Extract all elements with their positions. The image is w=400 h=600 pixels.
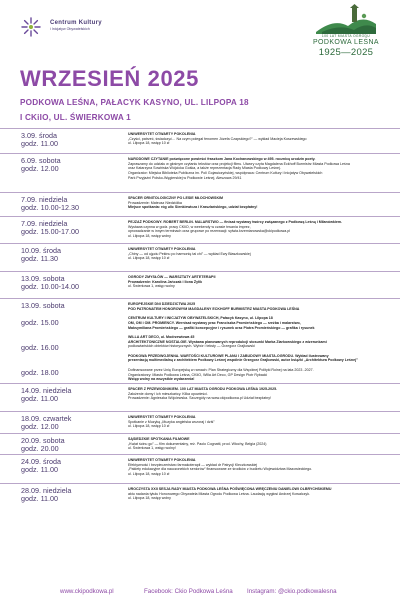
event-date-line: godz. 15.00 xyxy=(21,317,59,327)
footer-website-link[interactable]: www.ckipodkowa.pl xyxy=(60,588,114,595)
event-date-line: 13.09. sobota xyxy=(21,274,65,283)
event-row xyxy=(0,433,400,454)
event-description xyxy=(128,437,383,451)
event-row xyxy=(0,411,400,433)
event-description-line: Miejsce spotkania: róg ulic Sienkiewicza i Kraszlańskiego, udział bezpłatny! xyxy=(128,205,258,210)
event-row xyxy=(0,128,400,153)
event-description-line: ul. Świerkowa 1, wstęp wolny xyxy=(128,284,175,289)
ckiio-logo xyxy=(20,16,170,40)
event-date xyxy=(21,220,113,237)
event-description-line: Założenie domy i ich mieszkańcy. Kilka opowieści. xyxy=(128,391,208,396)
event-row xyxy=(0,298,400,383)
event-date xyxy=(21,157,113,174)
event-date-line: 7.09. niedziela xyxy=(21,219,68,228)
event-date-line: 14.09. niedziela xyxy=(21,386,72,395)
event-description xyxy=(128,157,383,181)
venue-line-1: PODKOWA LEŚNA, PAŁACYK KASYNO, UL. LILPOPA 18 xyxy=(20,98,249,107)
event-row xyxy=(0,192,400,216)
event-description-line: aktu nadania tytułu Honorowego Obywatela Miasta Ogrodu Podkowa Leśna. Laudację wygłosi Andrzej Kowalczyk. xyxy=(128,491,310,496)
event-description-line: Park Przyjaźni Polsko-Węgierskiej w Podkowie Leśnej, Aleszowa 29/41 xyxy=(128,175,242,180)
event-description xyxy=(128,196,383,210)
event-date xyxy=(21,275,113,292)
event-description-line: „Chiny — od ujęciu Pekinu po harmonię tai chi” — wykład Ewy Błaszkowskiej xyxy=(128,251,251,256)
event-date-line: 18.09. czwartek xyxy=(21,414,72,423)
event-date xyxy=(21,487,113,504)
centenary-years: 1925—2025 xyxy=(318,47,374,58)
event-date xyxy=(21,302,113,378)
garden-city-emblem-icon xyxy=(314,4,378,34)
event-date-line xyxy=(21,327,113,335)
event-description-line: Efektywność i bezpieczeństwo farmakoterapii — wykład dr Patrycji Kleczkowskiej xyxy=(128,462,258,467)
event-description-line: SĄSIEDZKIE SPOTKANIA FILMOWE xyxy=(128,437,190,441)
event-description-line: „Kwiat ścinu go” — film dokumentalny, reż. Paolo Cognatti, prod. Włochy, Belgia (2024) xyxy=(128,441,267,446)
event-description-line: UNIWERSYTET OTWARTY POKOLENIA xyxy=(128,458,196,462)
event-description xyxy=(128,415,383,429)
event-description xyxy=(128,220,383,239)
event-date-line: 7.09. niedziela xyxy=(21,195,68,204)
event-description-line: ul. Lilpopa 18, wstęp 10 zł xyxy=(128,141,170,146)
event-description-line: SPACER Z PRZEWODNIKIEM. 100 LAT MIASTA OGRODU PODKOWA LEŚNA 1925-2025. xyxy=(128,387,278,391)
event-date xyxy=(21,387,113,404)
event-description-line: Prowadzenie: Agnieszka Wójciewska. Szczegóły na www.ckipodkowa.pl Udział bezpłatny! xyxy=(128,396,272,401)
event-row xyxy=(0,383,400,411)
event-date xyxy=(21,247,113,264)
event-description-line: ARCHITEKTONICZNE NOSTALGIE. Wystawa planowanych reprodukcji stosunki Marka Ziarkowskiego z wizerunkami xyxy=(128,339,327,344)
event-description-line: Wystawa czynna w godz. pracy CKIiO, w weekendy w czasie trwania imprez, xyxy=(128,224,251,229)
event-description-line: „Czyści, patrzeć, świadczyć… Na czym polegał fenomen Józefa Czapskiego?” — wykład Macieja Koszewskiego xyxy=(128,136,307,141)
event-description xyxy=(128,487,383,501)
event-date-line: 13.09. sobota xyxy=(21,301,65,310)
event-date xyxy=(21,196,113,213)
event-description xyxy=(128,132,383,146)
event-description-line: UNIWERSYTET OTWARTY POKOLENIA xyxy=(128,132,196,136)
footer-facebook-link[interactable]: Facebook: Ckio Podkowa Leśna xyxy=(144,588,233,595)
event-date xyxy=(21,415,113,432)
centenary-logo xyxy=(296,4,396,68)
venue-line-2: I CKiIO, UL. ŚWIERKOWA 1 xyxy=(20,113,131,122)
event-description-line: podkowiańskich obiektów historycznych. Wybór i teksty — Grzegorz Grajkowski xyxy=(128,344,255,349)
header xyxy=(0,0,400,68)
logo-tagline: i Inicjatyw Obywatelskich xyxy=(50,27,90,31)
event-description-line: oprowadzanie w innym terminach oraz grupowe po rezerwacji: sylwia.krzemianowska@ckipodkowa.pl xyxy=(128,229,291,234)
event-description-line: UROCZYSTA XXII SESJA RADY MIASTA PODKOWA LEŚNA POŚWIĘCONA WRĘCZENIU DANIELOWI OLBRYCHSKIEMU xyxy=(128,487,332,491)
event-description-line: POD PATRONATEM HONOROWYM MAGDALENY ECKHOFF BURMISTRZ MIASTA PODKOWA LEŚNA xyxy=(128,306,300,311)
event-date-line: godz. 11.00 xyxy=(21,494,59,504)
event-description-line: Maksymiliana Promieńskiego — grafiki koncepcyjne i rysunek oraz Piotra Promieńskiego — grafika i rysunek xyxy=(128,325,315,330)
event-date-line: 3.09. środa xyxy=(21,131,57,140)
event-description-line: SPACER ORNITOLOGICZNY PO LESIE MŁOCHOWSKIM xyxy=(128,196,224,200)
event-description-line: OGRODY ZMYSŁÓW — WARSZTATY ARTETERAPII xyxy=(128,275,216,279)
event-description-line: Prowadzenie: Mateusz Niedziółka xyxy=(128,200,182,205)
event-description-line: ul. Lilpopa 18, wstęp wolny xyxy=(128,234,171,239)
event-date-line: godz. 15.00-17.00 xyxy=(21,227,79,237)
event-date-line: godz. 11.30 xyxy=(21,254,59,264)
event-description-line: WILLA ART DECO, ul. Modrzewiowa 45 xyxy=(128,334,195,339)
event-date-line xyxy=(21,352,113,360)
sunburst-icon xyxy=(20,16,42,38)
event-date-line: godz. 11.00 xyxy=(21,394,59,404)
event-date-line: 28.09. niedziela xyxy=(21,486,72,495)
event-date-line: godz. 11.00 xyxy=(21,139,59,149)
event-description-line: ul. Lilpopa 18, wstęp 10 zł xyxy=(128,472,170,477)
event-date-line: 6.09. sobota xyxy=(21,156,61,165)
event-date-line: godz. 10.00-14.00 xyxy=(21,282,79,292)
event-description-line: EUROPEJSKIE DNI DZIEDZICTWA 2025 xyxy=(128,302,196,306)
event-date-line: 24.09. środa xyxy=(21,457,61,466)
event-description-line: oraz Katarzyna Sowińska Wójcicka Gośka, a także reprezentacja Rady Miasta Podkowy Leśnej. xyxy=(128,166,281,171)
event-description xyxy=(128,458,383,477)
event-description-line: UNIWERSYTET OTWARTY POKOLENIA xyxy=(128,415,196,419)
event-date-line: godz. 11.00 xyxy=(21,465,59,475)
event-date-line: godz. 12.00 xyxy=(21,422,59,432)
page-title: WRZESIEŃ 2025 xyxy=(20,66,199,91)
footer-instagram-link[interactable]: Instagram: @ckio.podkowalesna xyxy=(247,588,337,595)
event-description-line: CENTRUM KULTURY I INICJATYW OBYWATELSKICH, Pałacyk Kasyno, ul. Lilpopa 18 xyxy=(128,316,273,321)
event-row xyxy=(0,483,400,511)
event-description-line: ul. Lilpopa 18, wstęp wolny xyxy=(128,496,171,501)
centenary-town-name: PODKOWA LEŚNA xyxy=(312,39,379,46)
event-description-line: Organizatorzy: Miasto Podkowa Leśna, CKIiO, Willa Art Deco, GP Design Piotr Rybacki xyxy=(128,372,268,377)
event-description-line: OM, OM i OM. PROMIENCY. Wernisaż wystawy prac Franciszka Promieńskiego — rzeźba i malarstwo, xyxy=(128,320,301,325)
event-description xyxy=(128,302,383,382)
event-row xyxy=(0,153,400,192)
event-description-line: UNIWERSYTET OTWARTY POKOLENIA xyxy=(128,247,196,251)
event-description-line: ul. Lilpopa 18, wstęp 10 zł xyxy=(128,256,170,261)
event-date-line: 20.09. sobota xyxy=(21,436,65,445)
event-date-line: godz. 20.00 xyxy=(21,444,59,454)
event-description-line: Prowadzenie: Karolina Jańczak i Ilona Żyłik xyxy=(128,279,203,284)
event-row xyxy=(0,216,400,243)
event-description-line: Organizator: Miejska Biblioteka Publiczna im. Poli Gojawiczyńskiej, współpraca: Centrum Kultury i Inicjatyw Obywatelskich xyxy=(128,171,323,176)
event-description-line: PEJZAŻ PODKOWY. ROBERT BERLIN. MALARSTWO — finisaż wystawy twórcy związanego z Podkową Leśną i Milanówkiem. xyxy=(128,220,343,224)
event-description-line: Wstęp wolny na wszystkie wydarzenia! xyxy=(128,377,195,382)
event-description-line: Dofinansowane przez Unię Europejską w ramach: Plan Strategiczny dla Wspólnej Polityki Rolnej na lata 2023 -2027. xyxy=(128,367,314,372)
event-description-line: Spotkanie z Muzyką „Muzyka angielska wczoraj i dziś” xyxy=(128,419,215,424)
event-date-line: godz. 16.00 xyxy=(21,343,59,353)
event-description xyxy=(128,275,383,289)
event-description-line: „Pakiety edukacyjne dla nauczonekich seniorów” finansowane ze środków z budżetu Województwa Mazowieckiego. xyxy=(128,467,313,472)
event-description-line: Zapraszamy do udziału w głośnym czytaniu tekstów oraz projekcji filmu. Utwory czyta Magdalena Eckhoff Burmistrz Miasta Podkowa Leśna xyxy=(128,161,350,166)
event-date-line: godz. 12.00 xyxy=(21,164,59,174)
event-row xyxy=(0,454,400,483)
event-description-line: prezentacją multimedialną z architektem Podkowy Leśnej wspólnie Grzegorz Grajkowski, autor książki „Architektura Podkowy Leśnej” xyxy=(128,358,358,363)
event-date-line: godz. 18.00 xyxy=(21,368,59,378)
event-description-line: ul. Świerkowa 1, wstęp wolny! xyxy=(128,446,176,451)
event-description-line: PODKOWA PRZEDWOJENNA. WARTOŚCI KULTUROWE PLANU I ZABUDOWY MIASTA-OGRODU. Wykład ilustrowany xyxy=(128,353,329,358)
event-description-line: NARODOWE CZYTANIE poświęcone powieści fraszkom Jana Kochanowskiego w 495. rocznicę urodzin poety. xyxy=(128,157,316,161)
event-description xyxy=(128,247,383,261)
event-row xyxy=(0,271,400,298)
event-date-line: godz. 10.00-12.30 xyxy=(21,203,79,213)
footer xyxy=(0,588,400,600)
event-description-line: ul. Lilpopa 18, wstęp 10 zł xyxy=(128,424,170,429)
event-row xyxy=(0,243,400,271)
event-date xyxy=(21,437,113,454)
event-date-line: 10.09. środa xyxy=(21,246,61,255)
event-date xyxy=(21,458,113,475)
centenary-small-text: 100 LAT MIASTA OGRODU xyxy=(321,34,371,38)
event-date xyxy=(21,132,113,149)
event-description xyxy=(128,387,383,401)
logo-name: Centrum Kultury xyxy=(50,20,102,26)
